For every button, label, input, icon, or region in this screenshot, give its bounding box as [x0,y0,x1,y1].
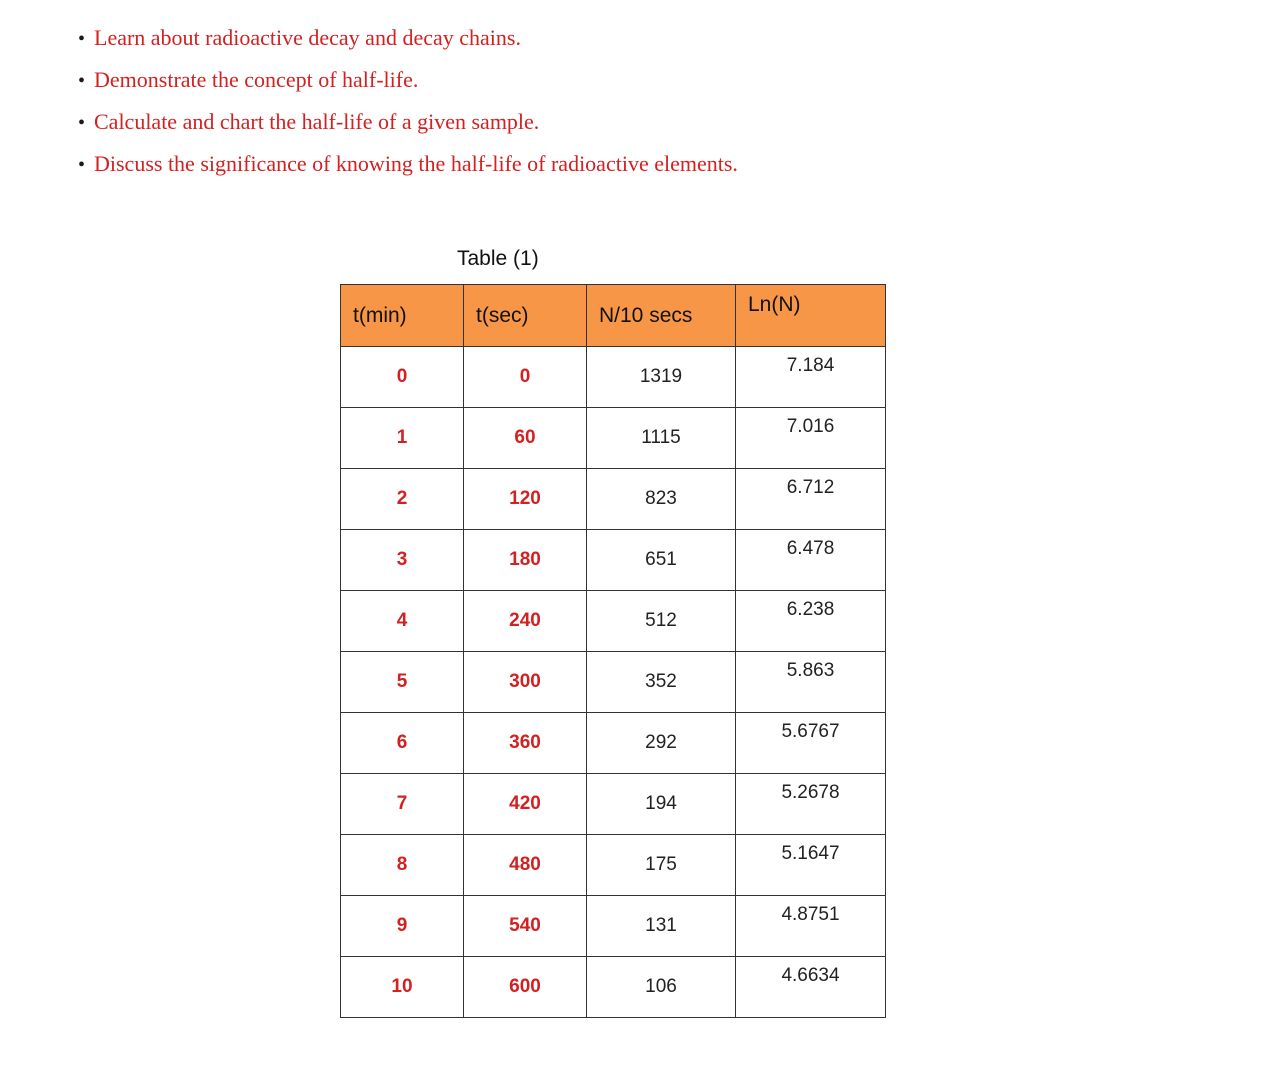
objectives-list [78,22,738,190]
table-header-row [341,285,886,347]
cell-counts: 651 [587,530,736,591]
cell-t-sec: 600 [464,957,587,1018]
cell-t-sec: 120 [464,469,587,530]
cell-counts: 1319 [587,347,736,408]
cell-t-min: 0 [341,347,464,408]
bullet-icon: • [78,70,86,92]
cell-t-sec: 180 [464,530,587,591]
cell-t-min: 6 [341,713,464,774]
cell-ln-n: 4.8751 [736,896,886,957]
table-row [341,957,886,1018]
objective-text: Calculate and chart the half-life of a given sample. [94,109,540,134]
cell-t-min: 10 [341,957,464,1018]
cell-counts: 512 [587,591,736,652]
cell-t-sec: 540 [464,896,587,957]
objective-item [78,22,738,64]
cell-t-sec: 240 [464,591,587,652]
cell-t-min: 9 [341,896,464,957]
cell-counts: 106 [587,957,736,1018]
table-row [341,652,886,713]
cell-t-sec: 0 [464,347,587,408]
bullet-icon: • [78,28,86,50]
cell-counts: 292 [587,713,736,774]
objective-item [78,64,738,106]
cell-counts: 194 [587,774,736,835]
cell-counts: 131 [587,896,736,957]
cell-t-sec: 360 [464,713,587,774]
header-t-sec: t(sec) [464,285,587,347]
cell-ln-n: 6.478 [736,530,886,591]
cell-counts: 352 [587,652,736,713]
cell-t-min: 5 [341,652,464,713]
table-row [341,591,886,652]
cell-t-min: 1 [341,408,464,469]
table-row [341,835,886,896]
objective-text: Demonstrate the concept of half-life. [94,67,419,92]
header-counts: N/10 secs [587,285,736,347]
cell-t-min: 3 [341,530,464,591]
table-row [341,774,886,835]
table-row [341,713,886,774]
table-row [341,896,886,957]
cell-ln-n: 4.6634 [736,957,886,1018]
objective-text: Learn about radioactive decay and decay chains. [94,25,521,50]
cell-ln-n: 6.712 [736,469,886,530]
cell-t-min: 8 [341,835,464,896]
header-t-min: t(min) [341,285,464,347]
cell-ln-n: 7.184 [736,347,886,408]
cell-counts: 175 [587,835,736,896]
cell-t-sec: 60 [464,408,587,469]
cell-counts: 823 [587,469,736,530]
cell-ln-n: 5.1647 [736,835,886,896]
cell-t-sec: 300 [464,652,587,713]
cell-ln-n: 5.863 [736,652,886,713]
cell-t-sec: 420 [464,774,587,835]
table-row [341,530,886,591]
objective-item [78,148,738,190]
bullet-icon: • [78,154,86,176]
header-ln-n: Ln(N) [736,285,886,347]
bullet-icon: • [78,112,86,134]
cell-ln-n: 6.238 [736,591,886,652]
table-row [341,347,886,408]
table-caption: Table (1) [457,247,539,270]
cell-t-min: 4 [341,591,464,652]
objective-item [78,106,738,148]
table-row [341,408,886,469]
cell-t-min: 7 [341,774,464,835]
decay-data-table [340,284,886,1018]
cell-ln-n: 7.016 [736,408,886,469]
cell-ln-n: 5.2678 [736,774,886,835]
cell-counts: 1115 [587,408,736,469]
table-row [341,469,886,530]
cell-t-sec: 480 [464,835,587,896]
cell-ln-n: 5.6767 [736,713,886,774]
objective-text: Discuss the significance of knowing the half-life of radioactive elements. [94,151,738,176]
cell-t-min: 2 [341,469,464,530]
